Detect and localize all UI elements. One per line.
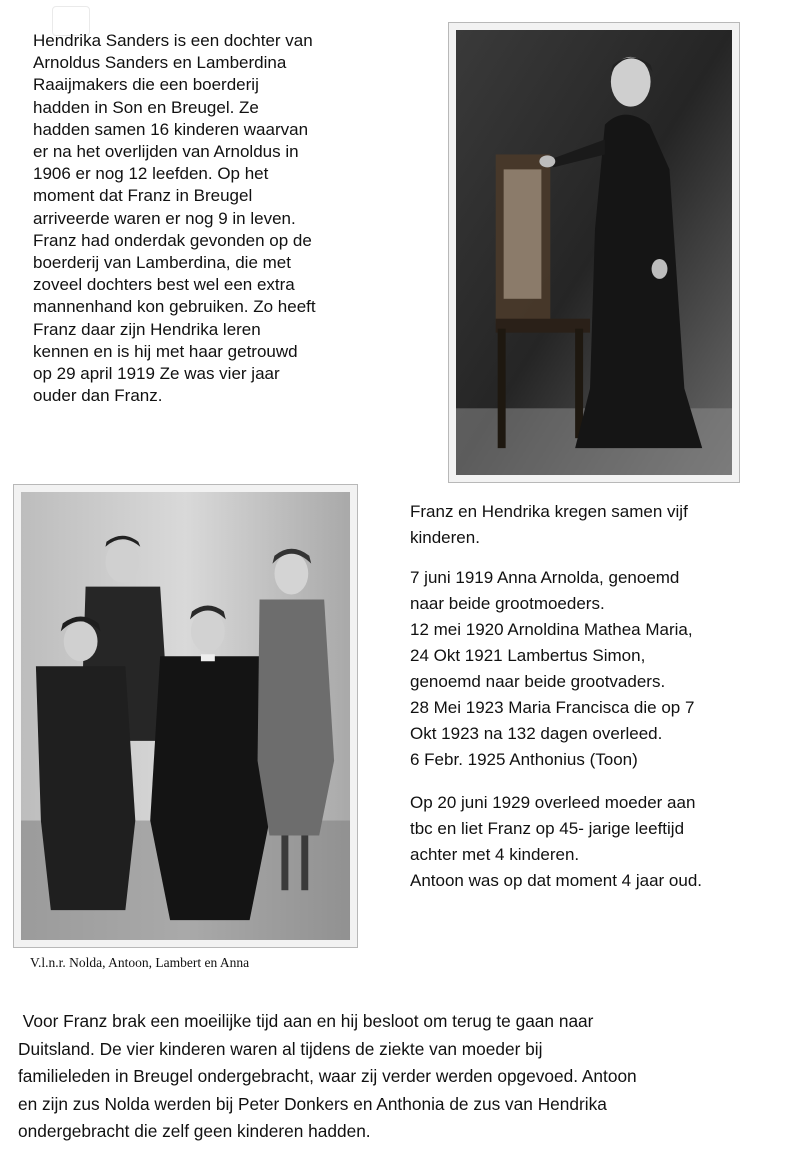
family-photo-caption: V.l.n.r. Nolda, Antoon, Lambert en Anna [30, 955, 250, 970]
children-line: 28 Mei 1923 Maria Francisca die op 7 [410, 698, 695, 717]
death-line: achter met 4 kinderen. [410, 845, 580, 864]
intro-line: Hendrika Sanders is een dochter van [33, 31, 313, 50]
death-line: Op 20 juni 1929 overleed moeder aan [410, 793, 696, 812]
intro-line: Arnoldus Sanders en Lamberdina [33, 53, 287, 73]
children-line: Okt 1923 na 132 dagen overleed. [410, 724, 663, 743]
intro-line: Franz daar zijn Hendrika leren [33, 319, 261, 339]
family-photo [13, 484, 358, 948]
children-line: 7 juni 1919 Anna Arnolda, genoemd [410, 568, 680, 587]
closing-paragraph [18, 1008, 783, 1146]
intro-line: op 29 april 1919 Ze was vier jaar [33, 364, 280, 384]
family-photo-image [21, 492, 350, 940]
intro-line: mannenhand kon gebruiken. Zo heeft [33, 297, 316, 317]
intro-line: zoveel dochters best wel een extra [33, 275, 295, 295]
intro-line: boerderij van Lamberdina, die met [33, 253, 291, 273]
intro-line: er na het overlijden van Arnoldus in [33, 142, 299, 162]
intro-line: moment dat Franz in Breugel [33, 186, 253, 206]
children-line: 6 Febr. 1925 Anthonius (Toon) [410, 750, 638, 769]
children-line: 24 Okt 1921 Lambertus Simon, [410, 646, 646, 665]
children-intro-line: kinderen. [410, 528, 480, 547]
intro-line: hadden samen 16 kinderen waarvan [33, 119, 309, 139]
intro-line: ouder dan Franz. [33, 386, 163, 406]
intro-line: hadden in Son en Breugel. Ze [33, 97, 259, 117]
intro-line: arriveerde waren er nog 9 in leven. [33, 208, 296, 228]
death-line: Antoon was op dat moment 4 jaar oud. [410, 871, 703, 890]
closing-line: en zijn zus Nolda werden bij Peter Donkers en Anthonia de zus van Hendrika [18, 1093, 607, 1114]
closing-line: familieleden in Breugel ondergebracht, waar zij verder werden opgevoed. Antoon [18, 1066, 637, 1086]
intro-paragraph [33, 30, 433, 407]
closing-line: Duitsland. De vier kinderen waren al tijdens de ziekte van moeder bij [18, 1038, 543, 1059]
children-line: naar beide grootmoeders. [410, 594, 605, 613]
death-paragraph [410, 790, 780, 894]
children-list-paragraph [410, 565, 780, 773]
intro-line: kennen en is hij met haar getrouwd [33, 341, 298, 361]
children-line: genoemd naar beide grootvaders. [410, 672, 666, 691]
intro-line: Raaijmakers die een boerderij [33, 75, 259, 95]
children-line: 12 mei 1920 Arnoldina Mathea Maria, [410, 620, 693, 639]
intro-line: Franz had onderdak gevonden op de [33, 230, 312, 250]
closing-line: Voor Franz brak een moeilijke tijd aan en hij besloot om terug te gaan naar [18, 1011, 594, 1031]
closing-line: ondergebracht die zelf geen kinderen hadden. [18, 1121, 371, 1141]
portrait-hendrika-photo [448, 22, 740, 483]
children-intro-paragraph [410, 499, 780, 551]
death-line: tbc en liet Franz op 45- jarige leeftijd [410, 819, 685, 838]
intro-line: 1906 er nog 12 leefden. Op het [33, 164, 269, 184]
portrait-hendrika-image [456, 30, 732, 475]
children-intro-line: Franz en Hendrika kregen samen vijf [410, 502, 688, 521]
